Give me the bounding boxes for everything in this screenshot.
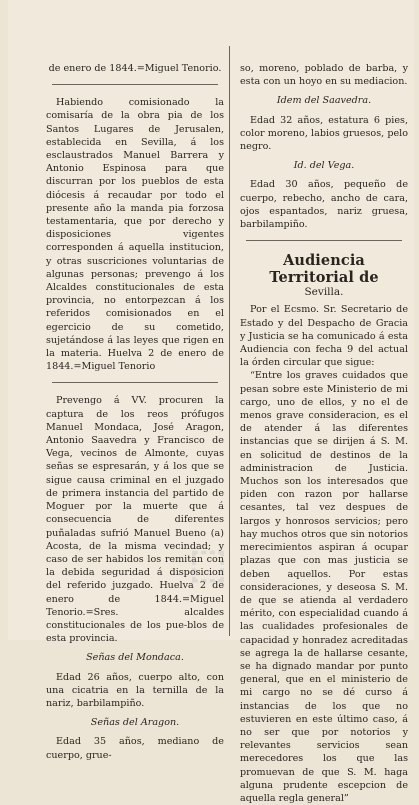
section-subheading: Sevilla.	[304, 286, 344, 299]
library-watermark-stamp: ⬚	[189, 542, 233, 586]
paragraph-circular: Por el Ecsmo. Sr. Secretario de Estado y del Despacho de Gracia y Justicia se ha comunicado á esta Audiencia con fecha 9 del actual la órden circular que sigue:	[240, 304, 408, 369]
signs-heading-mondaca: Señas del Mondaca.	[86, 652, 184, 664]
separator-rule	[52, 382, 218, 383]
description-saavedra: Edad 32 años, estatura 6 pies, color moreno, labios gruesos, pelo negro.	[240, 114, 408, 153]
quoted-order: “Entre los graves cuidados que pesan sobre este Ministerio de mi cargo, uno de ellos, y no el de menos grave consideracion, es el de atender á las diferentes instancias que se dirijen á S. M. en solicitud de destinos de la administracion de Justicia. Muchos son los interesados que piden con razon por hallarse cesantes, tal vez despues de largos y honrosos servicios; pero hay muchos otros que sin notorios merecimientos aspiran á ocupar plazas que con mas justicia se deben aquellos. Por estas consideraciones, y deseosa S. M. de que se atienda al verdadero mérito, con especialidad cuando á las cualidades profesionales de capacidad y honradez acreditadas se agrega la de hallarse cesante, se ha dignado mandar por punto general, que en el ministerio de mi cargo no se dé curso á instancias de los que no estuvieren en este último caso, á no ser que por notorios y relevantes servicios sean merecedores los que las promuevan de que S. M. haga alguna prudente escepcion de aquella regla general”	[240, 370, 408, 804]
signs-heading-vega: Id. del Vega.	[293, 160, 355, 172]
description-mondaca: Edad 26 años, cuerpo alto, con una cicatria en la ternilla de la nariz, barbilampiño.	[46, 671, 224, 709]
separator-rule	[52, 84, 218, 85]
left-column	[46, 62, 224, 762]
document-page	[8, 0, 414, 804]
description-aragon-continued: so, moreno, poblado de barba, y esta con un hoyo en su mediacion.	[240, 63, 408, 88]
section-heading: Audiencia Territorial de	[269, 252, 379, 287]
paragraph-comisaria: Habiendo comisionado la comisaría de la obra pia de los Santos Lugares de Jerusalen, establecida en Sevilla, á los esclaustrados Manuel Barrera y Antonio Espinosa para que discurran por los pueblos de esta diócesis á recaudar por todo el presente año la manda pia forzosa testamentaria, que por derecho y disposiciones vigentes corresponden á aquella institucion, y otras suscriciones voluntarias de algunas personas; prevengo á los Alcaldes constitucionales de esta provincia, no entorpezcan á los referidos comisionados en el egercicio de su cometido, sujetándose á las leyes que rigen en la materia. Huelva 2 de enero de 1844.=Miguel Tenorio	[46, 97, 224, 373]
signs-heading-aragon: Señas del Aragon.	[90, 717, 180, 729]
separator-rule	[246, 240, 402, 241]
column-divider	[229, 46, 230, 636]
description-aragon: Edad 35 años, mediano de cuerpo, grue-	[46, 736, 224, 761]
signs-heading-saavedra: Idem del Saavedra.	[276, 95, 372, 107]
description-vega: Edad 30 años, pequeño de cuerpo, rebecho, ancho de cara, ojos espantados, nariz gruesa, barbilampiño.	[240, 179, 408, 231]
paragraph-captura: Prevengo á VV. procuren la captura de los reos prófugos Manuel Mondaca, José Aragon, Antonio Saavedra y Francisco de Vega, vecinos de Almonte, cuyas señas se espresarán, y á los que se sigue causa criminal en el juzgado de primera instancia del partido de Moguer por la muerte que á consecuencia de diferentes puñaladas sufrió Manuel Bueno (a) Acosta, de la misma vecindad; y caso de ser habidos los remitan con la debida seguridad á disposicion del referido juzgado. Huelva 2 de enero de 1844.=Miguel Tenorio.=Sres. alcaldes constitucionales de los pue-blos de esta provincia.	[46, 395, 224, 645]
right-column	[240, 62, 408, 805]
top-line: de enero de 1844.=Miguel Tenorio.	[48, 63, 222, 74]
